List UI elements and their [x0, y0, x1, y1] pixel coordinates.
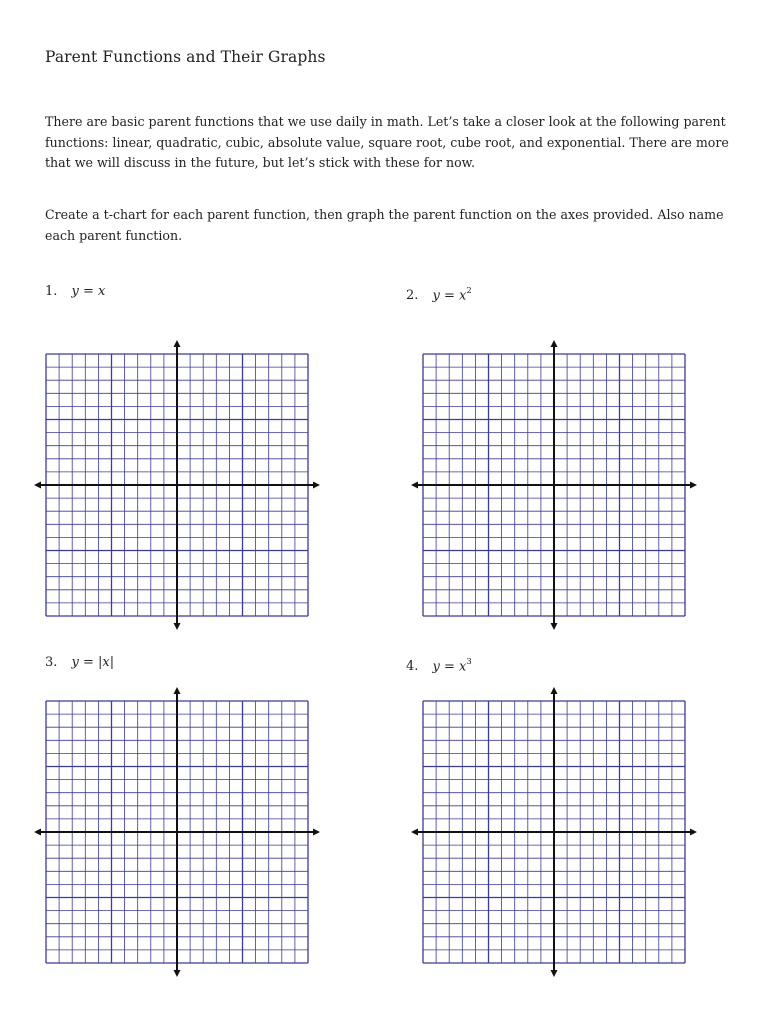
- coordinate-grid-svg: [34, 340, 320, 630]
- x-axis-left-arrow: [34, 482, 41, 489]
- problem-number: 2.: [406, 288, 419, 304]
- coordinate-grid-svg: [34, 687, 320, 977]
- coordinate-grid-1[interactable]: [34, 340, 320, 630]
- y-axis-top-arrow: [551, 687, 558, 694]
- page-title: Parent Functions and Their Graphs: [45, 48, 326, 66]
- problem-number: 4.: [406, 659, 419, 675]
- y-axis-top-arrow: [551, 340, 558, 347]
- x-axis-right-arrow: [690, 829, 697, 836]
- problem-exponent: 2: [466, 286, 472, 296]
- y-axis-bottom-arrow: [551, 970, 558, 977]
- x-axis-left-arrow: [411, 829, 418, 836]
- x-axis-left-arrow: [411, 482, 418, 489]
- coordinate-grid-svg: [411, 340, 697, 630]
- y-axis-top-arrow: [174, 687, 181, 694]
- coordinate-grid-3[interactable]: [34, 687, 320, 977]
- coordinate-grid-svg: [411, 687, 697, 977]
- instructions-paragraph: Create a t-chart for each parent function, then graph the parent function on the axes provided. Also name each parent function.: [45, 207, 724, 243]
- problem-equation: y = |x|: [71, 655, 115, 670]
- problem-4-label: [406, 655, 472, 675]
- y-axis-bottom-arrow: [551, 623, 558, 630]
- problem-3-label: [45, 655, 114, 671]
- coordinate-grid-4[interactable]: [411, 687, 697, 977]
- x-axis-left-arrow: [34, 829, 41, 836]
- problem-exponent: 3: [466, 657, 472, 667]
- y-axis-top-arrow: [174, 340, 181, 347]
- problem-2-label: [406, 284, 472, 304]
- problem-equation: y = x: [71, 284, 106, 299]
- intro-paragraph: There are basic parent functions that we use daily in math. Let’s take a closer look at the following parent functions: linear, quadratic, cubic, absolute value, square root, cube root, and exponential. There are more that we will discuss in the future, but let’s stick with these for now.: [45, 114, 729, 170]
- problem-equation: y = x: [432, 659, 467, 675]
- y-axis-bottom-arrow: [174, 623, 181, 630]
- problem-1-label: [45, 284, 105, 300]
- x-axis-right-arrow: [313, 829, 320, 836]
- coordinate-grid-2[interactable]: [411, 340, 697, 630]
- problem-number: 1.: [45, 284, 58, 299]
- y-axis-bottom-arrow: [174, 970, 181, 977]
- x-axis-right-arrow: [313, 482, 320, 489]
- x-axis-right-arrow: [690, 482, 697, 489]
- problem-equation: y = x: [432, 288, 467, 304]
- problem-number: 3.: [45, 655, 58, 670]
